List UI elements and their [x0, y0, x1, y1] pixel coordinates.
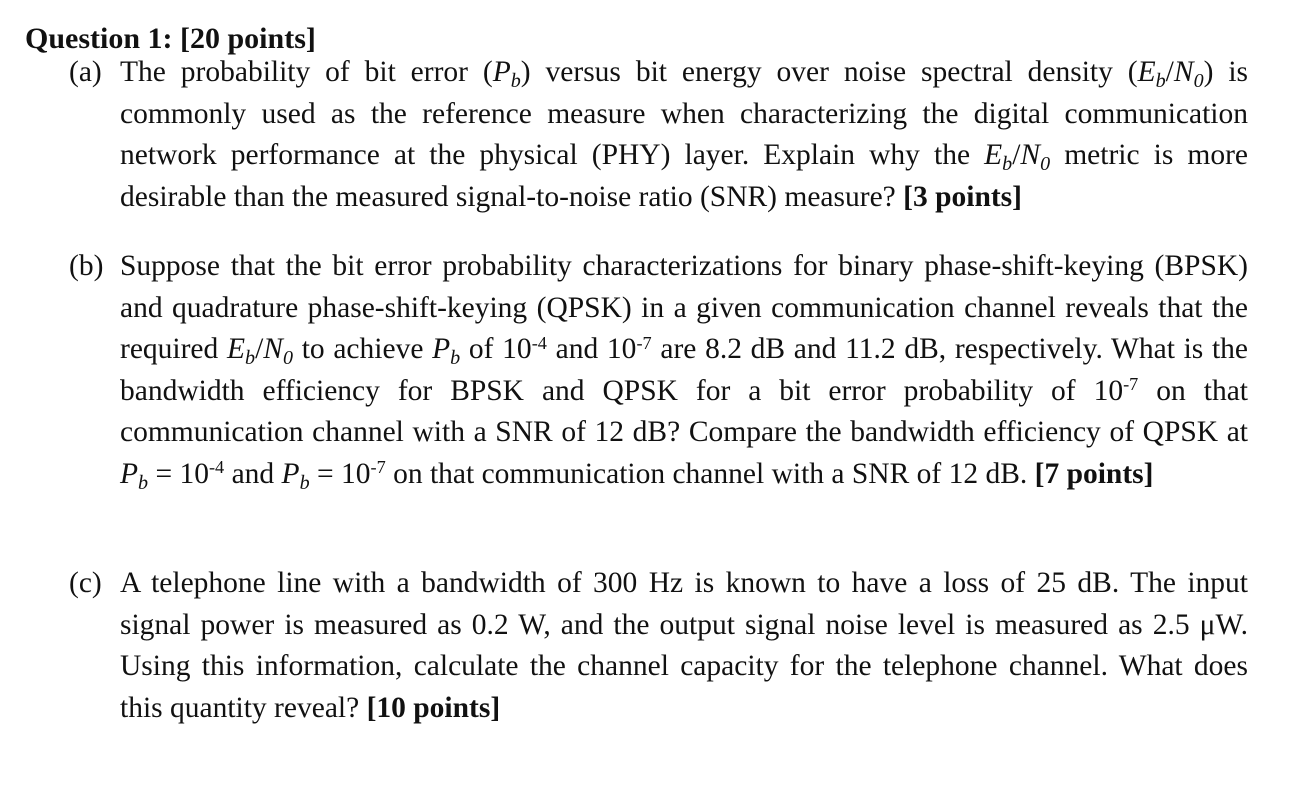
math-variable: $P_b$	[281, 457, 310, 494]
exponent: -7	[636, 332, 652, 353]
exponent: -7	[1123, 374, 1139, 395]
question-title: Question 1: [20 points]	[25, 22, 316, 55]
math-variable: $E_b$	[1137, 56, 1166, 93]
part-c-points: [10 points]	[366, 691, 501, 724]
part-a	[69, 52, 1249, 218]
math-variable: $E_b$	[227, 333, 256, 370]
part-a-points: [3 points]	[903, 180, 1022, 213]
exponent: -4	[208, 457, 225, 478]
part-c-text: A telephone line with a bandwidth of 300 Hz is known to have a loss of 25 dB. The input signal power is measured as 0.2 W, and the output signal noise level is measured as 2.5 μW. Using this information, calculate the channel capacity for the telephone channel. What does this quantity reveal?	[120, 567, 1248, 724]
math-variable: $N_0$	[1020, 139, 1051, 176]
math-variable: $N_0$	[1173, 56, 1204, 93]
part-b-label: (b)	[69, 250, 104, 282]
exponent: -7	[370, 457, 386, 478]
exponent: -4	[531, 332, 547, 353]
part-b	[69, 246, 1249, 495]
math-variable: $N_0$	[263, 333, 293, 370]
math-variable: $P_b$	[492, 56, 521, 93]
math-variable: $P_b$	[432, 333, 461, 370]
math-variable: $E_b$	[984, 139, 1013, 176]
part-c	[69, 563, 1248, 729]
part-c-label: (c)	[69, 567, 102, 599]
part-a-text: The probability of bit error $(P_b)$ versus bit energy over noise spectral density $(E_b/N_0)$ is commonly used as the reference measure when characterizing the digital communication network performance at the physical (PHY) layer. Explain why the $E_b/N_0$ metric is more desirable than the measured signal-to-noise ratio (SNR) measure?	[120, 56, 1249, 213]
math-variable: $P_b$	[120, 457, 149, 494]
part-b-points: [7 points]	[1034, 457, 1154, 490]
part-a-label: (a)	[69, 56, 102, 88]
part-b-text: Suppose that the bit error probability characterizations for binary phase-shift-keying (BPSK) and quadrature phase-shift-keying (QPSK) in a given communication channel reveals that the required $E_b/N_0$ to achieve $P_b$ of $10^{-4}$ and $10^{-7}$ are 8.2 dB and 11.2 dB, respectively. What is the bandwidth efficiency for BPSK and QPSK for a bit error probability of $10^{-7}$ on that communication channel with a SNR of 12 dB? Compare the bandwidth efficiency of QPSK at $P_b = 10^{-4}$ and $P_b = 10^{-7}$ on that communication channel with a SNR of 12 dB.	[120, 250, 1249, 494]
